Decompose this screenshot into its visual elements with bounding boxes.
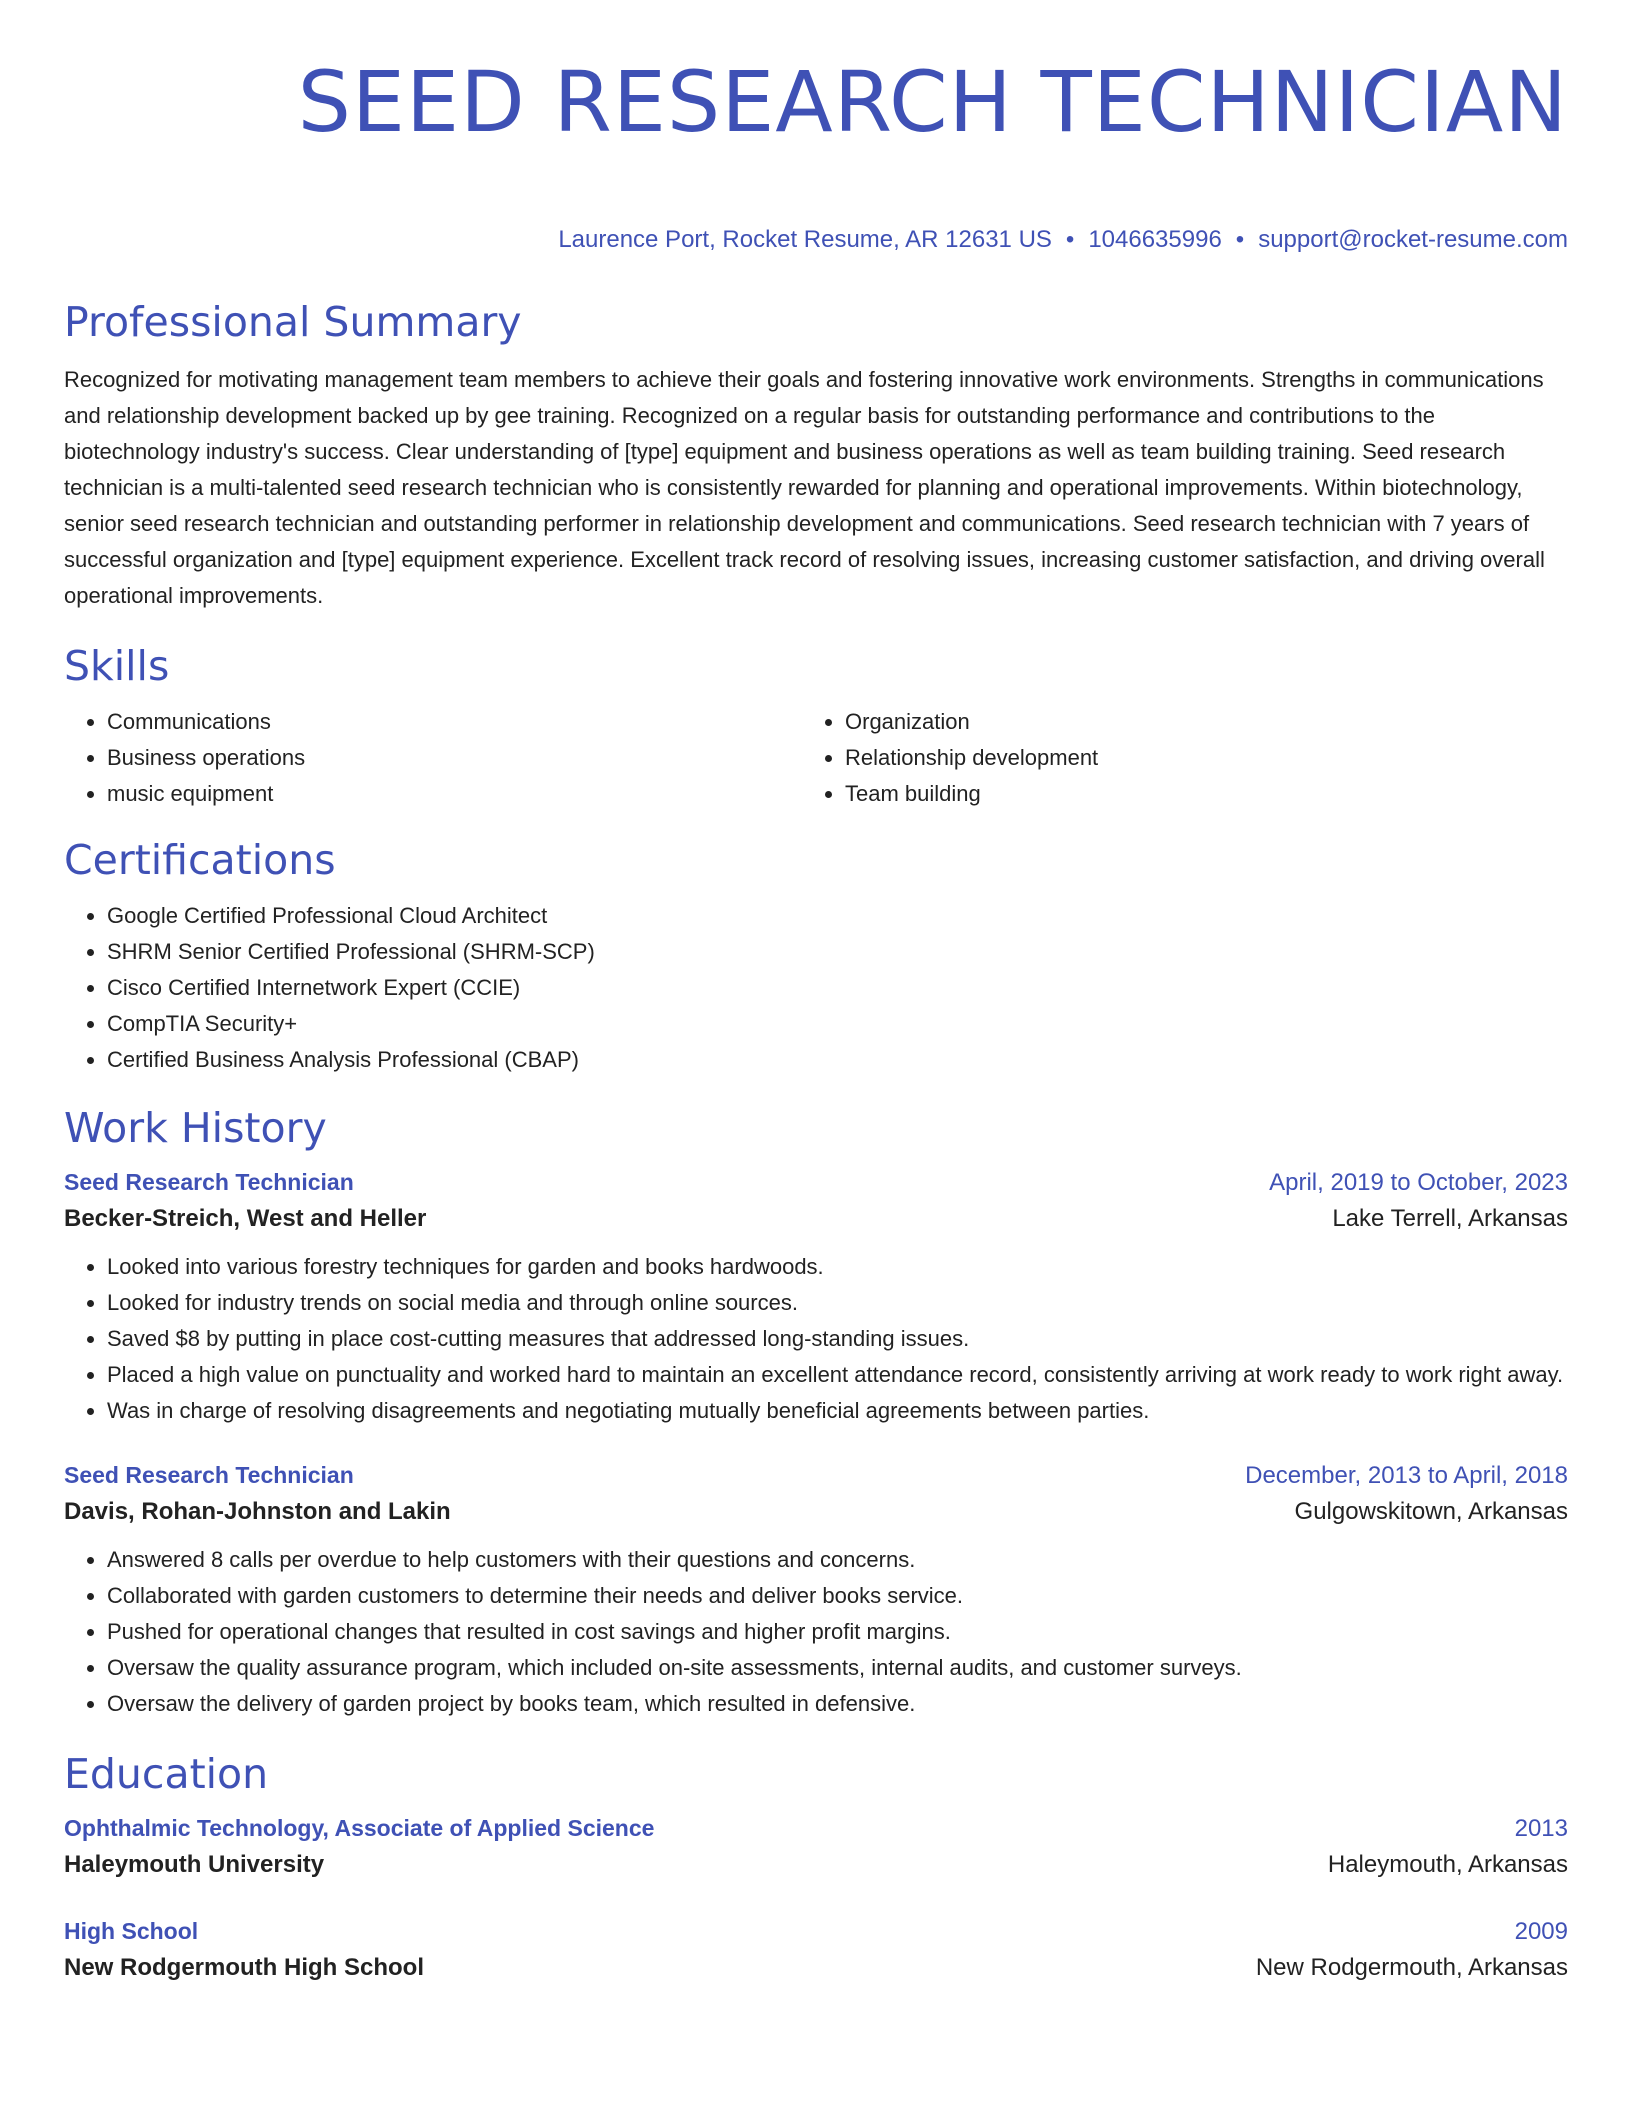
skill-item: • Communications — [107, 704, 802, 740]
job-bullet: • Pushed for operational changes that resulted in cost savings and higher profit margins. — [107, 1614, 1568, 1650]
job-title: Seed Research Technician — [64, 1462, 354, 1488]
education-section — [64, 1748, 1568, 1988]
certifications-heading: Certifications — [64, 836, 336, 884]
education-location: New Rodgermouth, Arkansas — [1255, 1954, 1568, 1981]
job-title: Seed Research Technician — [64, 1169, 354, 1195]
contact-address: Laurence Port, Rocket Resume, AR 12631 US — [558, 226, 1052, 253]
job-bullets — [64, 1249, 1568, 1429]
education-entry — [64, 1812, 1568, 1885]
education-degree: High School — [64, 1918, 199, 1944]
skills-column-left — [64, 704, 802, 812]
skill-item: • Organization — [845, 704, 1540, 740]
skills-grid — [64, 704, 1568, 812]
summary-text: Recognized for motivating management team members to achieve their goals and fostering innovative work environments. Strengths in communications and relationship development backed up by gee training. Recognized on a regular basis for outstanding performance and contributions to the biotechnology industry's success. Clear understanding of [type] equipment and business operations as well as team building training. Seed research technician is a multi-talented seed research technician who is consistently rewarded for planning and operational improvements. Within biotechnology, senior seed research technician and outstanding performer in relationship development and communications. Seed research technician with 7 years of successful organization and [type] equipment experience. Excellent track record of resolving issues, increasing customer satisfaction, and driving overall operational improvements. — [64, 367, 1545, 608]
contact-line — [64, 224, 1568, 256]
skills-column-right — [802, 704, 1540, 812]
job-company: Davis, Rohan-Johnston and Lakin — [64, 1498, 451, 1525]
education-location: Haleymouth, Arkansas — [1327, 1851, 1568, 1878]
contact-separator: • — [1065, 226, 1075, 253]
education-year: 2013 — [1514, 1815, 1568, 1842]
job-bullet: • Saved $8 by putting in place cost-cutting measures that addressed long-standing issues. — [107, 1321, 1568, 1357]
job-dates: December, 2013 to April, 2018 — [1245, 1462, 1568, 1489]
certifications-list — [64, 898, 1568, 1078]
certifications-section — [64, 834, 1568, 1078]
work-history-section — [64, 1102, 1568, 1722]
skill-item: • Team building — [845, 776, 1540, 812]
skill-item: • Relationship development — [845, 740, 1540, 776]
job-location: Gulgowskitown, Arkansas — [1294, 1498, 1568, 1525]
job-bullet: • Looked into various forestry techniques for garden and books hardwoods. — [107, 1249, 1568, 1285]
education-year: 2009 — [1514, 1918, 1568, 1945]
job-entry — [64, 1166, 1568, 1429]
education-degree: Ophthalmic Technology, Associate of Applied Science — [64, 1815, 655, 1841]
certification-item: • Cisco Certified Internetwork Expert (CCIE) — [107, 970, 1568, 1006]
certification-item: • CompTIA Security+ — [107, 1006, 1568, 1042]
skills-heading: Skills — [64, 642, 170, 690]
contact-separator: • — [1235, 226, 1245, 253]
job-entry — [64, 1459, 1568, 1722]
job-bullet: • Was in charge of resolving disagreements and negotiating mutually beneficial agreements between parties. — [107, 1393, 1568, 1429]
certification-item: • SHRM Senior Certified Professional (SHRM-SCP) — [107, 934, 1568, 970]
summary-heading: Professional Summary — [64, 298, 522, 346]
contact-phone: 1046635996 — [1088, 226, 1222, 253]
education-school: Haleymouth University — [64, 1851, 325, 1878]
job-company: Becker-Streich, West and Heller — [64, 1205, 427, 1232]
skills-section — [64, 640, 1568, 812]
skill-item: • Business operations — [107, 740, 802, 776]
work-history-heading: Work History — [64, 1104, 327, 1152]
job-bullets — [64, 1542, 1568, 1722]
education-entry — [64, 1915, 1568, 1988]
skill-item: • music equipment — [107, 776, 802, 812]
resume-title: SEED RESEARCH TECHNICIAN — [297, 53, 1568, 151]
education-heading: Education — [64, 1750, 269, 1798]
job-bullet: • Oversaw the quality assurance program, which included on-site assessments, internal audits, and customer surveys. — [107, 1650, 1568, 1686]
job-bullet: • Placed a high value on punctuality and worked hard to maintain an excellent attendance record, consistently arriving at work ready to work right away. — [107, 1357, 1568, 1393]
contact-email[interactable]: support@rocket-resume.com — [1258, 226, 1568, 253]
job-bullet: • Answered 8 calls per overdue to help customers with their questions and concerns. — [107, 1542, 1568, 1578]
job-bullet: • Collaborated with garden customers to determine their needs and deliver books service. — [107, 1578, 1568, 1614]
job-bullet: • Looked for industry trends on social media and through online sources. — [107, 1285, 1568, 1321]
summary-section — [64, 296, 1568, 614]
certification-item: • Google Certified Professional Cloud Architect — [107, 898, 1568, 934]
job-location: Lake Terrell, Arkansas — [1332, 1205, 1568, 1232]
job-bullet: • Oversaw the delivery of garden project by books team, which resulted in defensive. — [107, 1686, 1568, 1722]
certification-item: • Certified Business Analysis Professional (CBAP) — [107, 1042, 1568, 1078]
job-dates: April, 2019 to October, 2023 — [1269, 1169, 1568, 1196]
education-school: New Rodgermouth High School — [64, 1954, 424, 1981]
